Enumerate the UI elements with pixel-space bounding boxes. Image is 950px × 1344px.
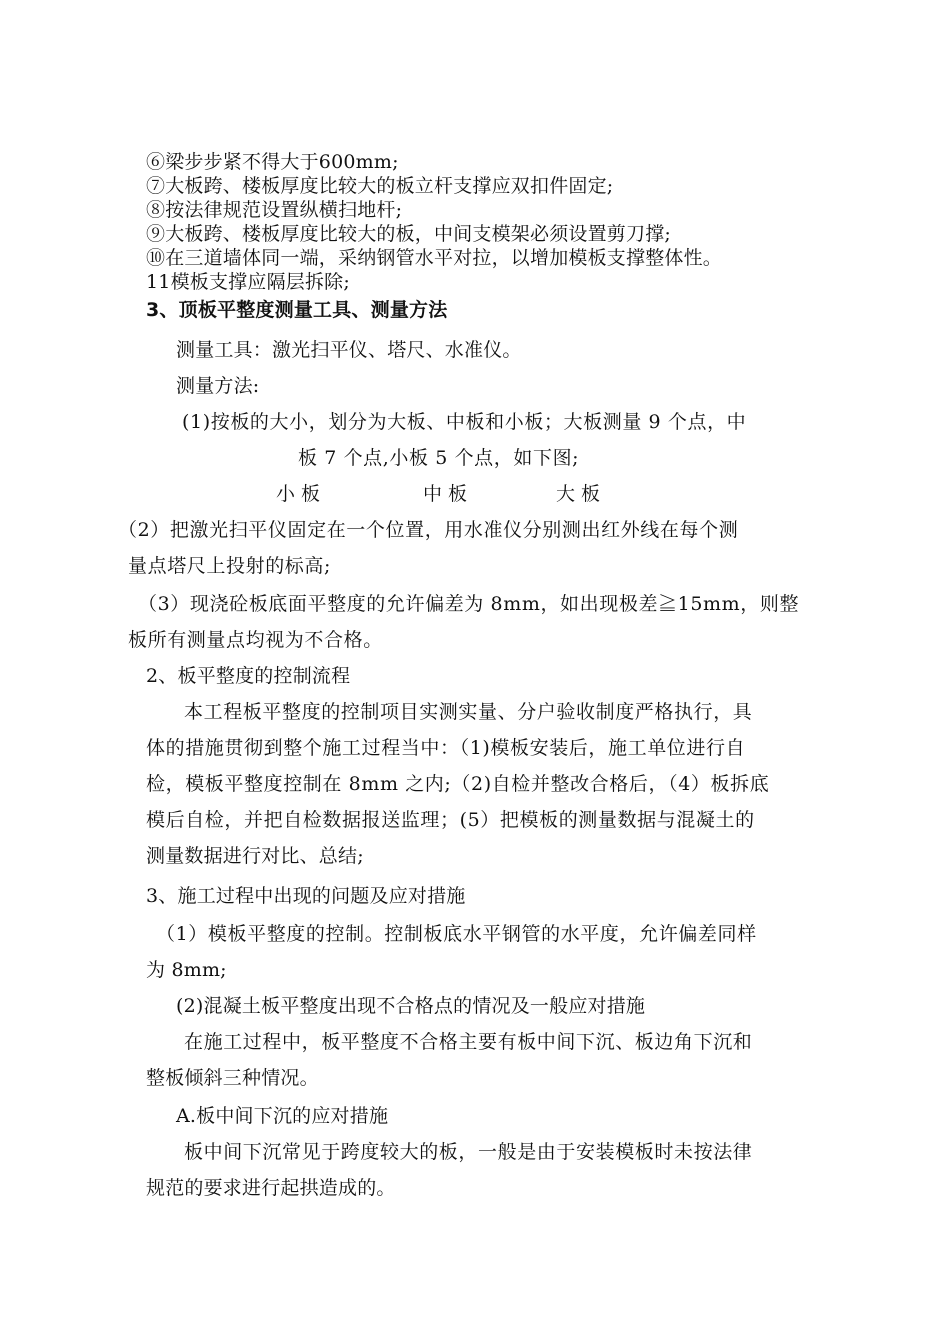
list-item-8: ⑧按法律规范设置纵横扫地杆; (146, 199, 403, 221)
board-label-large: 大 板 (556, 483, 601, 505)
list-item-10: ⑩在三道墙体同一端，采纳钢管水平对拉，以增加模板支撑整体性。 (146, 247, 723, 269)
issue-2-title: (2)混凝土板平整度出现不合格点的情况及一般应对措施 (176, 995, 646, 1017)
control-paragraph-line-1: 本工程板平整度的控制项目实测实量、分户验收制度严格执行，具 (184, 701, 753, 723)
issue-1-line-1: （1）模板平整度的控制。控制板底水平钢管的水平度，允许偏差同样 (156, 923, 757, 945)
section-2-title: 2、板平整度的控制流程 (146, 665, 351, 687)
list-item-7: ⑦大板跨、楼板厚度比较大的板立杆支撑应双扣件固定; (146, 175, 614, 197)
method-1-line1: (1)按板的大小，划分为大板、中板和小板；大板测量 9 个点，中 (182, 411, 747, 433)
section-heading-measurement: 3、顶板平整度测量工具、测量方法 (146, 299, 448, 321)
subsection-a-title: A.板中间下沉的应对措施 (176, 1105, 389, 1127)
board-label-small: 小 板 (276, 483, 321, 505)
subsection-a-line-2: 规范的要求进行起拱造成的。 (146, 1177, 396, 1199)
control-paragraph-line-4: 模后自检，并把自检数据报送监理；(5）把模板的测量数据与混凝土的 (146, 809, 755, 831)
issue-paragraph-line-2: 整板倾斜三种情况。 (146, 1067, 319, 1089)
method-2-line1: （2）把激光扫平仪固定在一个位置，用水准仪分别测出红外线在每个测 (118, 519, 739, 541)
board-label-medium: 中 板 (423, 483, 468, 505)
control-paragraph-line-3: 检，模板平整度控制在 8mm 之内;（2)自检并整改合格后，（4）板拆底 (146, 773, 770, 795)
control-paragraph-line-5: 测量数据进行对比、总结; (146, 845, 364, 867)
list-item-11: 11模板支撑应隔层拆除; (146, 271, 350, 293)
issue-paragraph-line-1: 在施工过程中，板平整度不合格主要有板中间下沉、板边角下沉和 (184, 1031, 753, 1053)
method-1-line2: 板 7 个点,小板 5 个点，如下图; (298, 447, 580, 469)
section-3-title: 3、施工过程中出现的问题及应对措施 (146, 885, 466, 907)
measurement-method-label: 测量方法: (176, 375, 260, 397)
list-item-9: ⑨大板跨、楼板厚度比较大的板，中间支模架必须设置剪刀撑; (146, 223, 672, 245)
method-3-line2: 板所有测量点均视为不合格。 (128, 629, 383, 651)
issue-1-line-2: 为 8mm; (146, 959, 227, 981)
list-item-6: ⑥梁步步紧不得大于600mm; (146, 151, 399, 173)
method-2-line2: 量点塔尺上投射的标高; (128, 555, 332, 577)
measurement-tools: 测量工具：激光扫平仪、塔尺、水准仪。 (176, 339, 522, 361)
method-3-line1: （3）现浇砼板底面平整度的允许偏差为 8mm，如出现极差≧15mm，则整 (138, 593, 800, 615)
subsection-a-line-1: 板中间下沉常见于跨度较大的板，一般是由于安装模板时未按法律 (184, 1141, 753, 1163)
control-paragraph-line-2: 体的措施贯彻到整个施工过程当中：（1)模板安装后，施工单位进行自 (146, 737, 746, 759)
